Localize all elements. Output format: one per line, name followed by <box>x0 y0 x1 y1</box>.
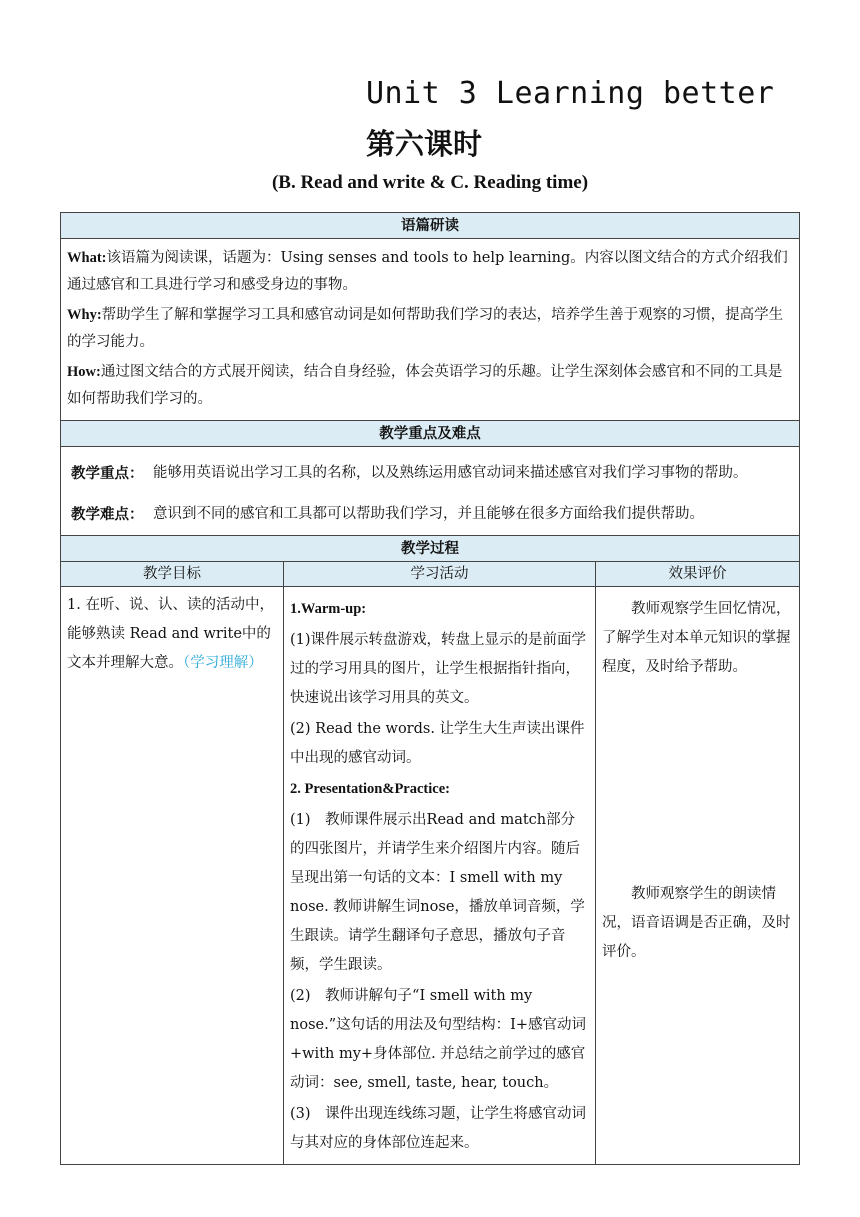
why-paragraph <box>67 302 793 356</box>
presentation-step-3: (3) 课件出现连线练习题，让学生将感官动词与其对应的身体部位连起来。 <box>290 1106 587 1151</box>
presentation-step-2: (2) 教师讲解句子“I smell with my nose.”这句话的用法及句型结构：I+感官动词+with my+身体部位. 并总结之前学过的感官动词：see, smell, taste, hear, touch。 <box>290 988 586 1091</box>
goal-text: 1. 在听、说、认、读的活动中，能够熟读 Read and write中的文本并理解大意。 <box>67 597 274 671</box>
section-heading-key-points: 教学重点及难点 <box>61 421 800 447</box>
section-heading-reading-analysis: 语篇研读 <box>61 213 800 239</box>
evaluation-note-2: 教师观察学生的朗读情况，语音语调是否正确，及时评价。 <box>602 886 791 960</box>
page-subtitle: (B. Read and write & C. Reading time) <box>271 172 589 193</box>
why-text: 帮助学生了解和掌握学习工具和感官动词是如何帮助我们学习的表达，培养学生善于观察的习惯，提高学生的学习能力。 <box>67 307 784 350</box>
reading-analysis-cell <box>61 239 800 421</box>
presentation-step-1: (1) 教师课件展示出Read and match部分的四张图片，并请学生来介绍图片内容。随后呈现出第一句话的文本：I smell with my nose. 教师讲解生词nose，播放单词音频，学生跟读。请学生翻译句子意思，播放句子音频，学生跟读。 <box>290 812 585 973</box>
teaching-focus-text: 能够用英语说出学习工具的名称，以及熟练运用感官动词来描述感官对我们学习事物的帮助。 <box>153 465 748 481</box>
section-key-points-body-row <box>61 447 800 536</box>
section-reading-analysis-header-row <box>61 213 800 239</box>
warmup-title: 1.Warm-up: <box>290 601 367 617</box>
column-header-activity: 学习活动 <box>284 562 596 587</box>
teaching-difficulty-label: 教学难点： <box>71 506 144 523</box>
what-paragraph <box>67 245 793 299</box>
lesson-plan-table <box>60 212 800 1165</box>
teaching-difficulty-text: 意识到不同的感官和工具都可以帮助我们学习，并且能够在很多方面给我们提供帮助。 <box>153 506 704 522</box>
column-header-goal: 教学目标 <box>61 562 284 587</box>
process-column-header-row <box>61 562 800 587</box>
why-label: Why: <box>67 307 102 323</box>
section-heading-process: 教学过程 <box>61 536 800 562</box>
activity-cell <box>284 587 596 1165</box>
column-header-evaluation: 效果评价 <box>596 562 800 587</box>
goal-cell <box>61 587 284 1165</box>
key-points-cell <box>61 447 800 536</box>
section-process-header-row <box>61 536 800 562</box>
evaluation-note-1: 教师观察学生回忆情况，了解学生对本单元知识的掌握程度，及时给予帮助。 <box>602 601 791 675</box>
page-title-cn: 第六课时 <box>366 127 483 161</box>
goal-tag: （学习理解） <box>183 655 263 671</box>
warmup-step-2: (2) Read the words. 让学生大生声读出课件中出现的感官动词。 <box>290 721 585 766</box>
teaching-focus <box>67 459 793 488</box>
what-text: 该语篇为阅读课，话题为：Using senses and tools to help learning。内容以图文结合的方式介绍我们通过感官和工具进行学习和感受身边的事物。 <box>67 250 788 293</box>
what-label: What: <box>67 250 107 266</box>
process-row <box>61 587 800 1165</box>
page-title-en: Unit 3 Learning better <box>366 76 775 111</box>
section-reading-analysis-body-row <box>61 239 800 421</box>
section-key-points-header-row <box>61 421 800 447</box>
warmup-step-1: (1)课件展示转盘游戏，转盘上显示的是前面学过的学习用具的图片，让学生根据指针指向，快速说出该学习用具的英文。 <box>290 632 587 706</box>
goal-paragraph <box>67 591 277 678</box>
teaching-difficulty <box>67 500 793 529</box>
teaching-focus-label: 教学重点： <box>71 465 144 482</box>
how-text: 通过图文结合的方式展开阅读，结合自身经验，体会英语学习的乐趣。让学生深刻体会感官和不同的工具是如何帮助我们学习的。 <box>67 364 783 407</box>
presentation-title: 2. Presentation&Practice: <box>290 781 450 797</box>
how-paragraph <box>67 359 793 413</box>
evaluation-cell <box>596 587 800 1165</box>
how-label: How: <box>67 364 101 380</box>
